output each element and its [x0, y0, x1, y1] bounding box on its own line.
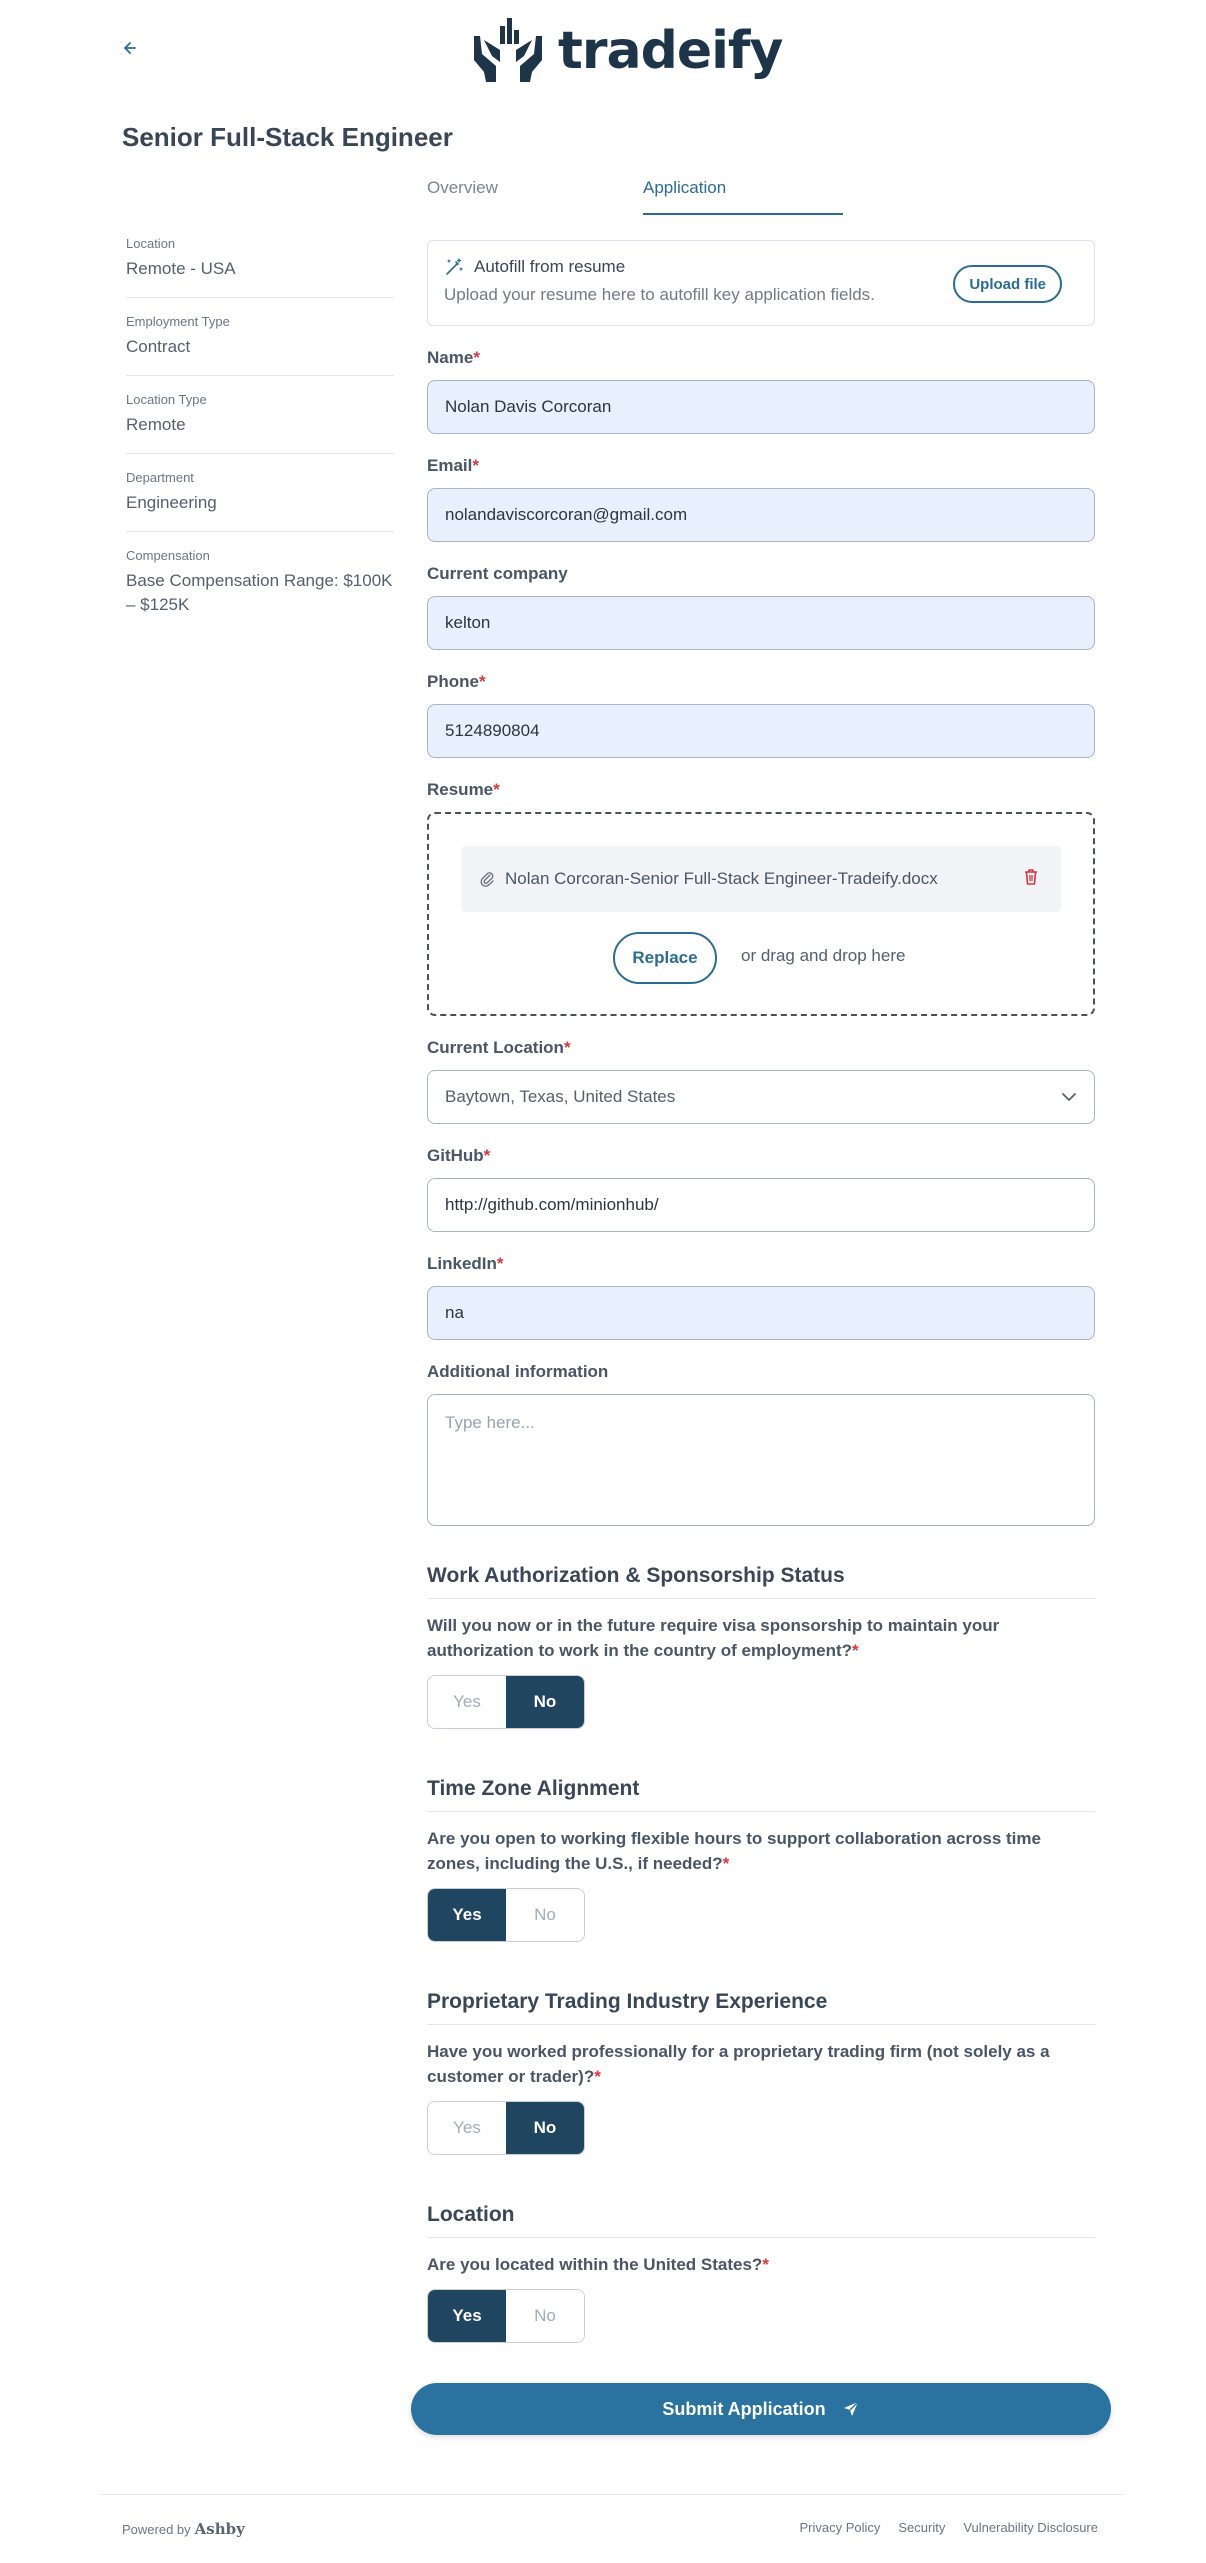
no-option[interactable]: No	[506, 1889, 584, 1941]
phone-field-group	[427, 672, 1095, 758]
sidebar-item-value: Contract	[126, 337, 191, 356]
tab-bar	[427, 176, 1095, 216]
application-form	[427, 240, 1095, 2343]
resume-filename: Nolan Corcoran-Senior Full-Stack Engineer-Tradeify.docx	[505, 869, 938, 888]
sidebar-item-label: Compensation	[126, 548, 210, 563]
no-option[interactable]: No	[506, 2290, 584, 2342]
sidebar-item-value: Engineering	[126, 493, 217, 512]
submit-label: Submit Application	[662, 2398, 826, 2419]
sidebar-item-employment-type	[126, 314, 394, 376]
magic-wand-icon	[444, 257, 464, 277]
sidebar-item-label: Department	[126, 470, 194, 485]
security-link[interactable]: Security	[898, 2520, 946, 2535]
github-label: GitHub*	[427, 1146, 491, 1165]
sidebar-item-location-type	[126, 392, 394, 454]
paper-plane-icon	[842, 2400, 860, 2418]
yes-option[interactable]: Yes	[428, 1676, 506, 1728]
section-time-zone	[427, 1777, 1095, 1942]
additional-info-field-group	[427, 1362, 1095, 1526]
github-input[interactable]: http://github.com/minionhub/	[427, 1178, 1095, 1232]
autofill-panel	[427, 240, 1095, 326]
vulnerability-disclosure-link[interactable]: Vulnerability Disclosure	[963, 2520, 1098, 2535]
sidebar-item-location	[126, 236, 394, 298]
powered-by	[122, 2520, 245, 2538]
section-title: Work Authorization & Sponsorship Status	[427, 1564, 1095, 1599]
privacy-policy-link[interactable]: Privacy Policy	[799, 2520, 881, 2535]
brand-logo[interactable]	[470, 16, 782, 86]
brand-name: tradeify	[558, 21, 783, 81]
linkedin-input[interactable]: na	[427, 1286, 1095, 1340]
name-input[interactable]: Nolan Davis Corcoran	[427, 380, 1095, 434]
email-input[interactable]: nolandaviscorcoran@gmail.com	[427, 488, 1095, 542]
location-select[interactable]	[427, 1070, 1095, 1124]
location-field-group	[427, 1038, 1095, 1124]
additional-info-textarea[interactable]: Type here...	[427, 1394, 1095, 1526]
hands-chart-logo-icon	[470, 16, 546, 86]
replace-resume-button[interactable]: Replace	[613, 932, 717, 984]
resume-dropzone[interactable]	[427, 812, 1095, 1016]
linkedin-field-group	[427, 1254, 1095, 1340]
question-text: Are you open to working flexible hours to support collaboration across time zones, including the U.S., if needed?*	[427, 1829, 1041, 1873]
yes-option[interactable]: Yes	[428, 2290, 506, 2342]
company-label: Current company	[427, 564, 568, 583]
resume-field-group	[427, 780, 1095, 1016]
sidebar-item-label: Location Type	[126, 392, 207, 407]
active-tab-indicator	[643, 213, 843, 215]
resume-file-chip	[461, 846, 1061, 912]
sidebar-item-label: Employment Type	[126, 314, 230, 329]
sidebar-item-value: Base Compensation Range: $100K – $125K	[126, 571, 393, 614]
phone-input[interactable]: 5124890804	[427, 704, 1095, 758]
company-input[interactable]: kelton	[427, 596, 1095, 650]
upload-file-button[interactable]: Upload file	[953, 265, 1062, 303]
name-field-group	[427, 348, 1095, 434]
linkedin-label: LinkedIn*	[427, 1254, 504, 1273]
location-label: Current Location*	[427, 1038, 571, 1057]
sidebar-item-compensation	[126, 548, 394, 633]
name-label: Name*	[427, 348, 480, 367]
yes-no-toggle	[427, 2289, 585, 2343]
question-text: Have you worked professionally for a proprietary trading firm (not solely as a customer or trader)?*	[427, 2042, 1050, 2086]
question-text: Are you located within the United States?*	[427, 2255, 769, 2274]
resume-label: Resume*	[427, 780, 500, 799]
github-field-group	[427, 1146, 1095, 1232]
drag-drop-hint: or drag and drop here	[741, 946, 906, 965]
back-arrow-icon[interactable]	[120, 36, 144, 60]
submit-application-button[interactable]	[411, 2383, 1111, 2435]
footer-divider	[100, 2494, 1124, 2495]
section-location	[427, 2203, 1095, 2343]
trash-icon[interactable]	[1023, 868, 1039, 891]
yes-no-toggle	[427, 1888, 585, 1942]
location-select-value: Baytown, Texas, United States	[445, 1087, 676, 1106]
tab-application[interactable]: Application	[643, 178, 727, 197]
autofill-title-text: Autofill from resume	[474, 257, 626, 276]
autofill-subtitle: Upload your resume here to autofill key application fields.	[444, 285, 875, 304]
section-work-authorization	[427, 1564, 1095, 1729]
paperclip-icon	[479, 870, 495, 888]
sidebar-item-value: Remote	[126, 415, 186, 434]
company-field-group	[427, 564, 1095, 650]
sidebar-item-label: Location	[126, 236, 176, 251]
sidebar-item-value: Remote - USA	[126, 259, 236, 278]
page-title: Senior Full-Stack Engineer	[122, 122, 453, 152]
tab-overview[interactable]: Overview	[427, 178, 498, 197]
chevron-down-icon	[1061, 1092, 1077, 1102]
job-details-sidebar	[126, 236, 394, 649]
yes-no-toggle	[427, 1675, 585, 1729]
phone-label: Phone*	[427, 672, 486, 691]
yes-option[interactable]: Yes	[428, 2102, 506, 2154]
yes-option[interactable]: Yes	[428, 1889, 506, 1941]
email-field-group	[427, 456, 1095, 542]
no-option[interactable]: No	[506, 1676, 584, 1728]
email-label: Email*	[427, 456, 479, 475]
additional-info-label: Additional information	[427, 1362, 609, 1381]
section-prop-trading	[427, 1990, 1095, 2155]
no-option[interactable]: No	[506, 2102, 584, 2154]
section-title: Time Zone Alignment	[427, 1777, 1095, 1812]
footer-links	[799, 2520, 1098, 2535]
powered-by-text: Powered by	[122, 2522, 191, 2537]
yes-no-toggle	[427, 2101, 585, 2155]
sidebar-item-department	[126, 470, 394, 532]
section-title: Location	[427, 2203, 1095, 2238]
section-title: Proprietary Trading Industry Experience	[427, 1990, 1095, 2025]
ashby-logo[interactable]: Ashby	[194, 2520, 245, 2538]
question-text: Will you now or in the future require visa sponsorship to maintain your authorization to work in the country of employment?*	[427, 1616, 1000, 1660]
